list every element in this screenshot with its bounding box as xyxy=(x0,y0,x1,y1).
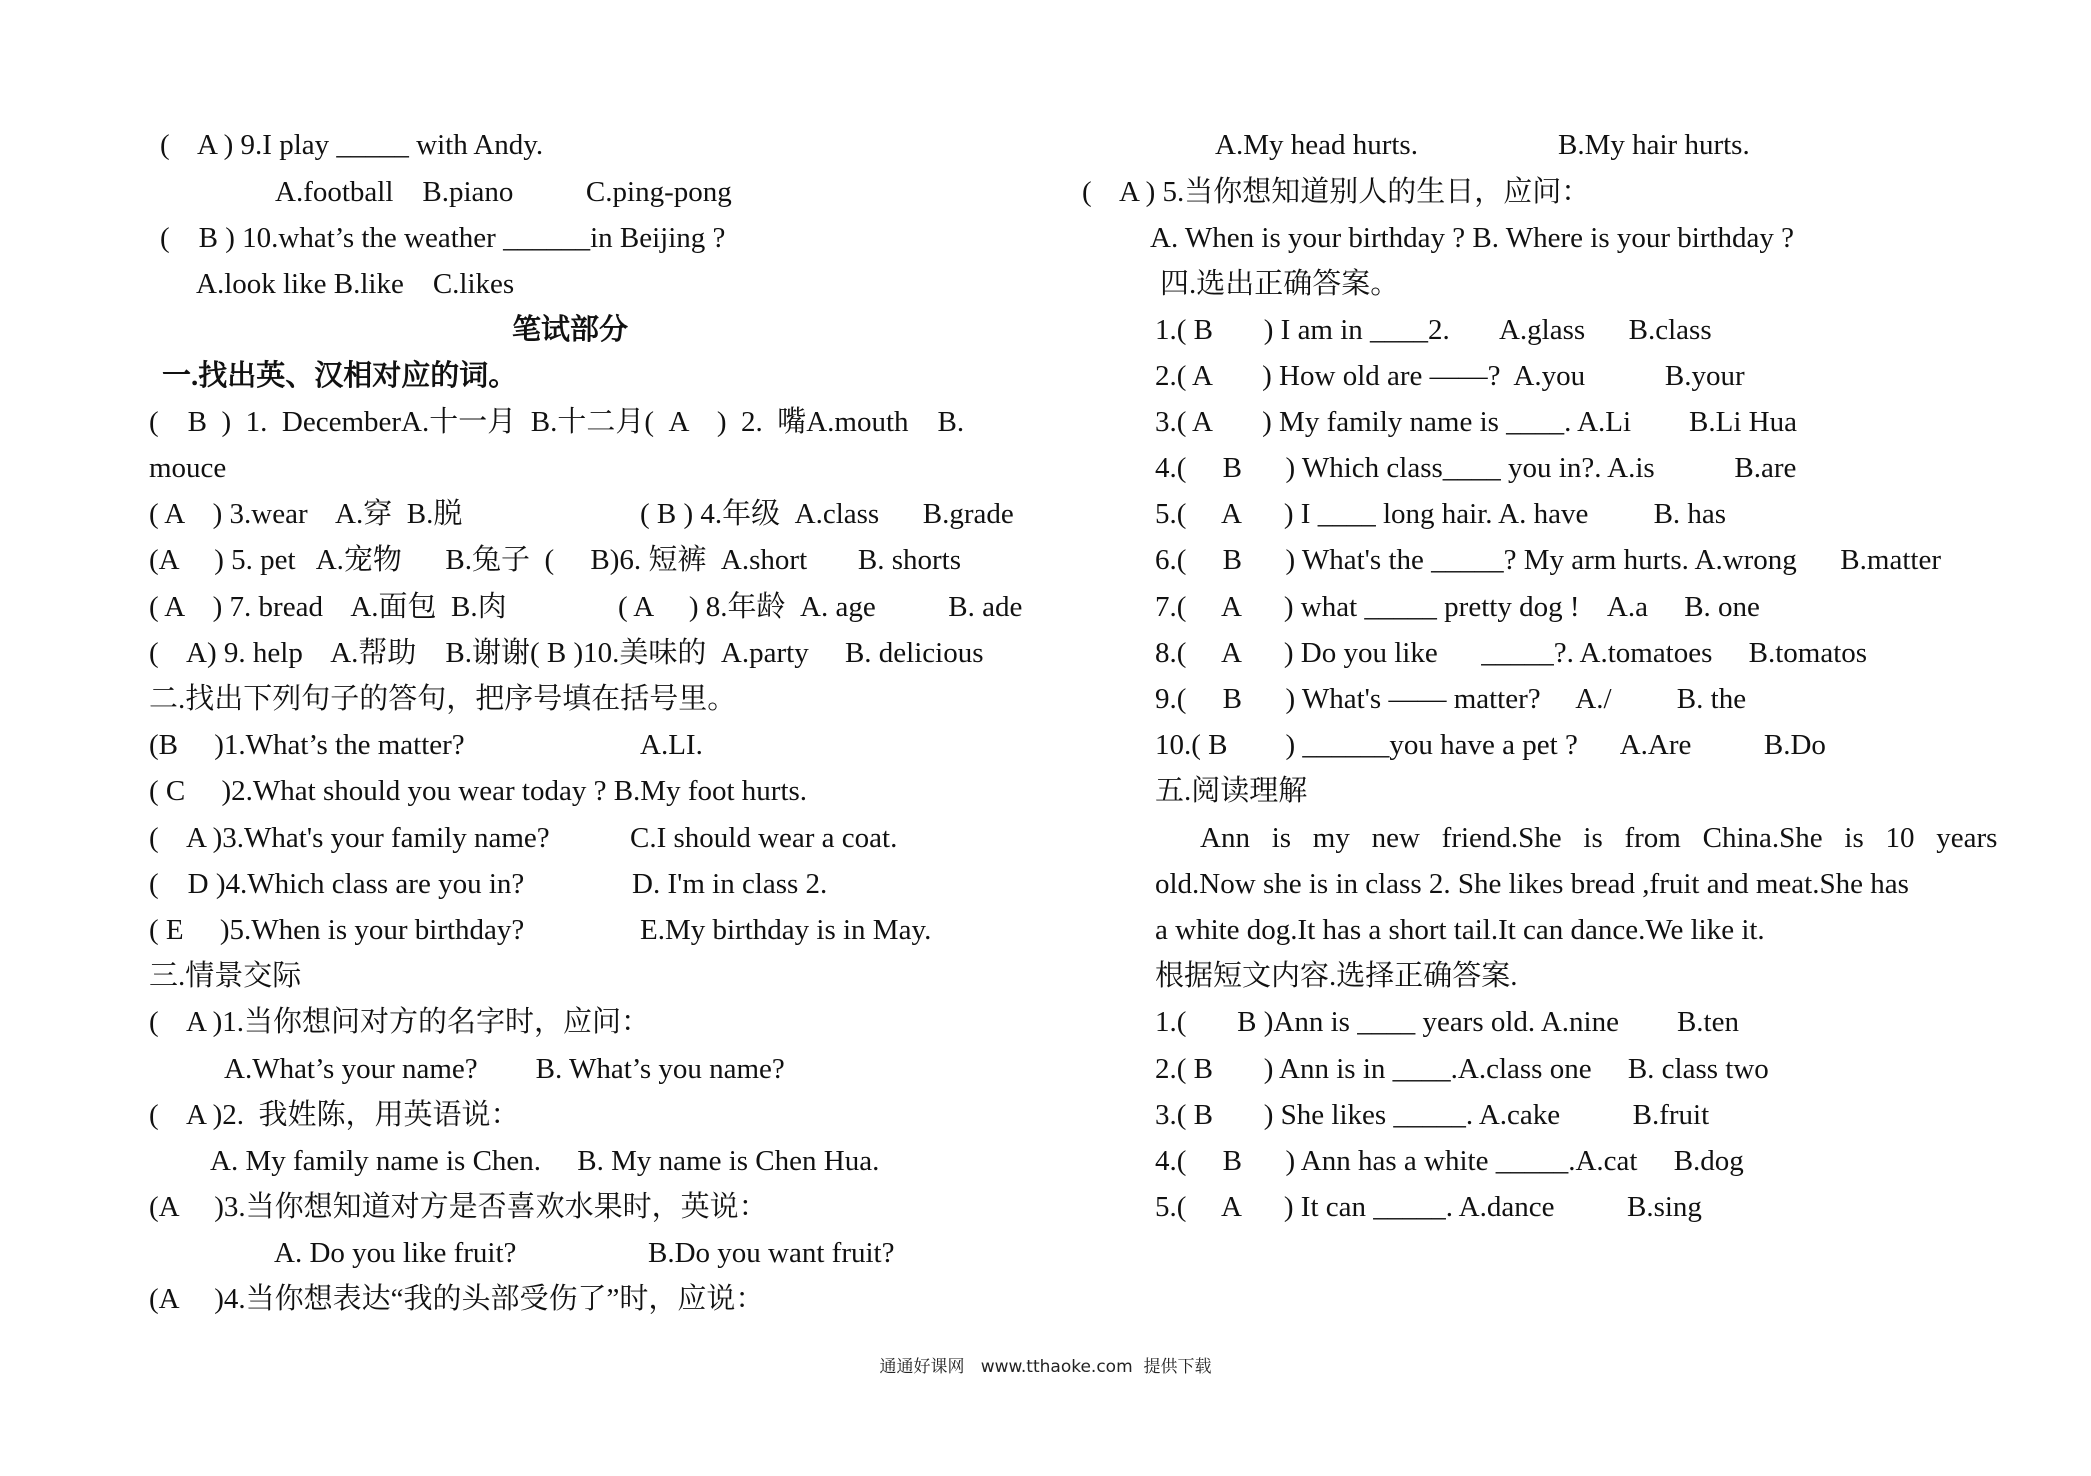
match-answer-a: A.LI. xyxy=(640,729,703,761)
reading-passage-line-1: Ann is my new friend.She is from China.She is 10 years xyxy=(1200,822,1998,854)
vocab-row-5: ( A) 9. help A.帮助 B.谢谢( B )10.美味的 A.party B. delicious xyxy=(149,637,984,669)
reading-passage-line-2: old.Now she is in class 2. She likes bread ,fruit and meat.She has xyxy=(1155,868,1909,900)
choice-q10: 10.( B ) ______you have a pet ? A.Are B.Do xyxy=(1155,729,1826,761)
footer-source-note: 通通好课网 www.tthaoke.com 提供下载 xyxy=(879,1357,1212,1377)
reading-passage-line-3: a white dog.It has a short tail.It can dance.We like it. xyxy=(1155,914,1765,946)
situation-q1: ( A )1.当你想问对方的名字时，应问： xyxy=(149,1006,651,1038)
situation-q5: ( A ) 5.当你想知道别人的生日，应问： xyxy=(1082,176,1591,208)
choice-q8: 8.( A ) Do you like _____?. A.tomatoes B.tomatos xyxy=(1155,637,1868,669)
match-q5: ( E )5.When is your birthday? xyxy=(149,914,525,946)
situation-q4-option-b: B.My hair hurts. xyxy=(1558,129,1750,161)
situation-q4: (A )4.当你想表达“我的头部受伤了”时，应说： xyxy=(149,1283,765,1315)
vocab-q4: ( B ) 4.年级 A.class B.grade xyxy=(640,498,1014,530)
choice-q9: 9.( B ) What's —— matter? A./ B. the xyxy=(1155,683,1747,715)
q10-options: A.look like B.like C.likes xyxy=(196,268,515,300)
situation-q2: ( A )2. 我姓陈，用英语说： xyxy=(149,1099,520,1131)
situation-q3-option-b: B.Do you want fruit? xyxy=(648,1237,895,1269)
match-q3: ( A )3.What's your family name? xyxy=(149,822,550,854)
vocab-row-3: (A ) 5. pet A.宠物 B.兔子 ( B)6. 短裤 A.short B. shorts xyxy=(149,544,962,576)
reading-q4: 4.( B ) Ann has a white _____.A.cat B.dog xyxy=(1155,1145,1744,1177)
situation-q5-options: A. When is your birthday ? B. Where is your birthday ? xyxy=(1150,222,1795,254)
situation-q3: (A )3.当你想知道对方是否喜欢水果时，英说： xyxy=(149,1191,768,1223)
q10-weather-question: ( B ) 10.what’s the weather ______in Beijing ? xyxy=(160,222,726,254)
vocab-row-1: ( B ) 1. DecemberA.十一月 B.十二月( A ) 2. 嘴A.mouth B. xyxy=(149,406,965,438)
written-test-heading: 笔试部分 xyxy=(512,314,629,346)
reading-q1: 1.( B )Ann is ____ years old. A.nine B.ten xyxy=(1155,1006,1739,1038)
situation-q2-options: A. My family name is Chen. B. My name is Chen Hua. xyxy=(210,1145,880,1177)
situation-q4-option-a: A.My head hurts. xyxy=(1215,129,1418,161)
match-q1: (B )1.What’s the matter? xyxy=(149,729,465,761)
situation-q1-options: A.What’s your name? B. What’s you name? xyxy=(224,1053,785,1085)
choice-q6: 6.( B ) What's the _____? My arm hurts. A.wrong B.matter xyxy=(1155,544,1941,576)
q9-play-question: ( A ) 9.I play _____ with Andy. xyxy=(160,129,544,161)
reading-q3: 3.( B ) She likes _____. A.cake B.fruit xyxy=(1155,1099,1710,1131)
choice-q5: 5.( A ) I ____ long hair. A. have B. has xyxy=(1155,498,1727,530)
section-1-heading: 一.找出英、汉相对应的词。 xyxy=(162,360,518,392)
choice-q1: 1.( B ) I am in ____2. A.glass B.class xyxy=(1155,314,1712,346)
choice-q3: 3.( A ) My family name is ____. A.Li B.Li Hua xyxy=(1155,406,1797,438)
section-5-heading: 五.阅读理解 xyxy=(1155,775,1308,807)
match-q2: ( C )2.What should you wear today ? B.My foot hurts. xyxy=(149,775,808,807)
match-q4: ( D )4.Which class are you in? xyxy=(149,868,525,900)
choice-q4: 4.( B ) Which class____ you in?. A.is B.are xyxy=(1155,452,1797,484)
vocab-q8: ( A ) 8.年龄 A. age B. ade xyxy=(618,591,1023,623)
match-answer-e: E.My birthday is in May. xyxy=(640,914,932,946)
section-4-heading: 四.选出正确答案。 xyxy=(1160,268,1400,300)
section-3-heading: 三.情景交际 xyxy=(149,960,302,992)
match-answer-d: D. I'm in class 2. xyxy=(632,868,828,900)
vocab-row-1-cont: mouce xyxy=(149,452,227,484)
vocab-q3: ( A ) 3.wear A.穿 B.脱 xyxy=(149,498,463,530)
reading-q2: 2.( B ) Ann is in ____.A.class one B. class two xyxy=(1155,1053,1769,1085)
choice-q7: 7.( A ) what _____ pretty dog ! A.a B. one xyxy=(1155,591,1760,623)
match-answer-c: C.I should wear a coat. xyxy=(630,822,898,854)
vocab-q7: ( A ) 7. bread A.面包 B.肉 xyxy=(149,591,507,623)
reading-instruction: 根据短文内容.选择正确答案. xyxy=(1155,960,1518,992)
choice-q2: 2.( A ) How old are ——? A.you B.your xyxy=(1155,360,1745,392)
situation-q3-option-a: A. Do you like fruit? xyxy=(274,1237,517,1269)
section-2-heading: 二.找出下列句子的答句，把序号填在括号里。 xyxy=(149,683,737,715)
q9-options: A.football B.piano C.ping-pong xyxy=(275,176,732,208)
reading-q5: 5.( A ) It can _____. A.dance B.sing xyxy=(1155,1191,1702,1223)
